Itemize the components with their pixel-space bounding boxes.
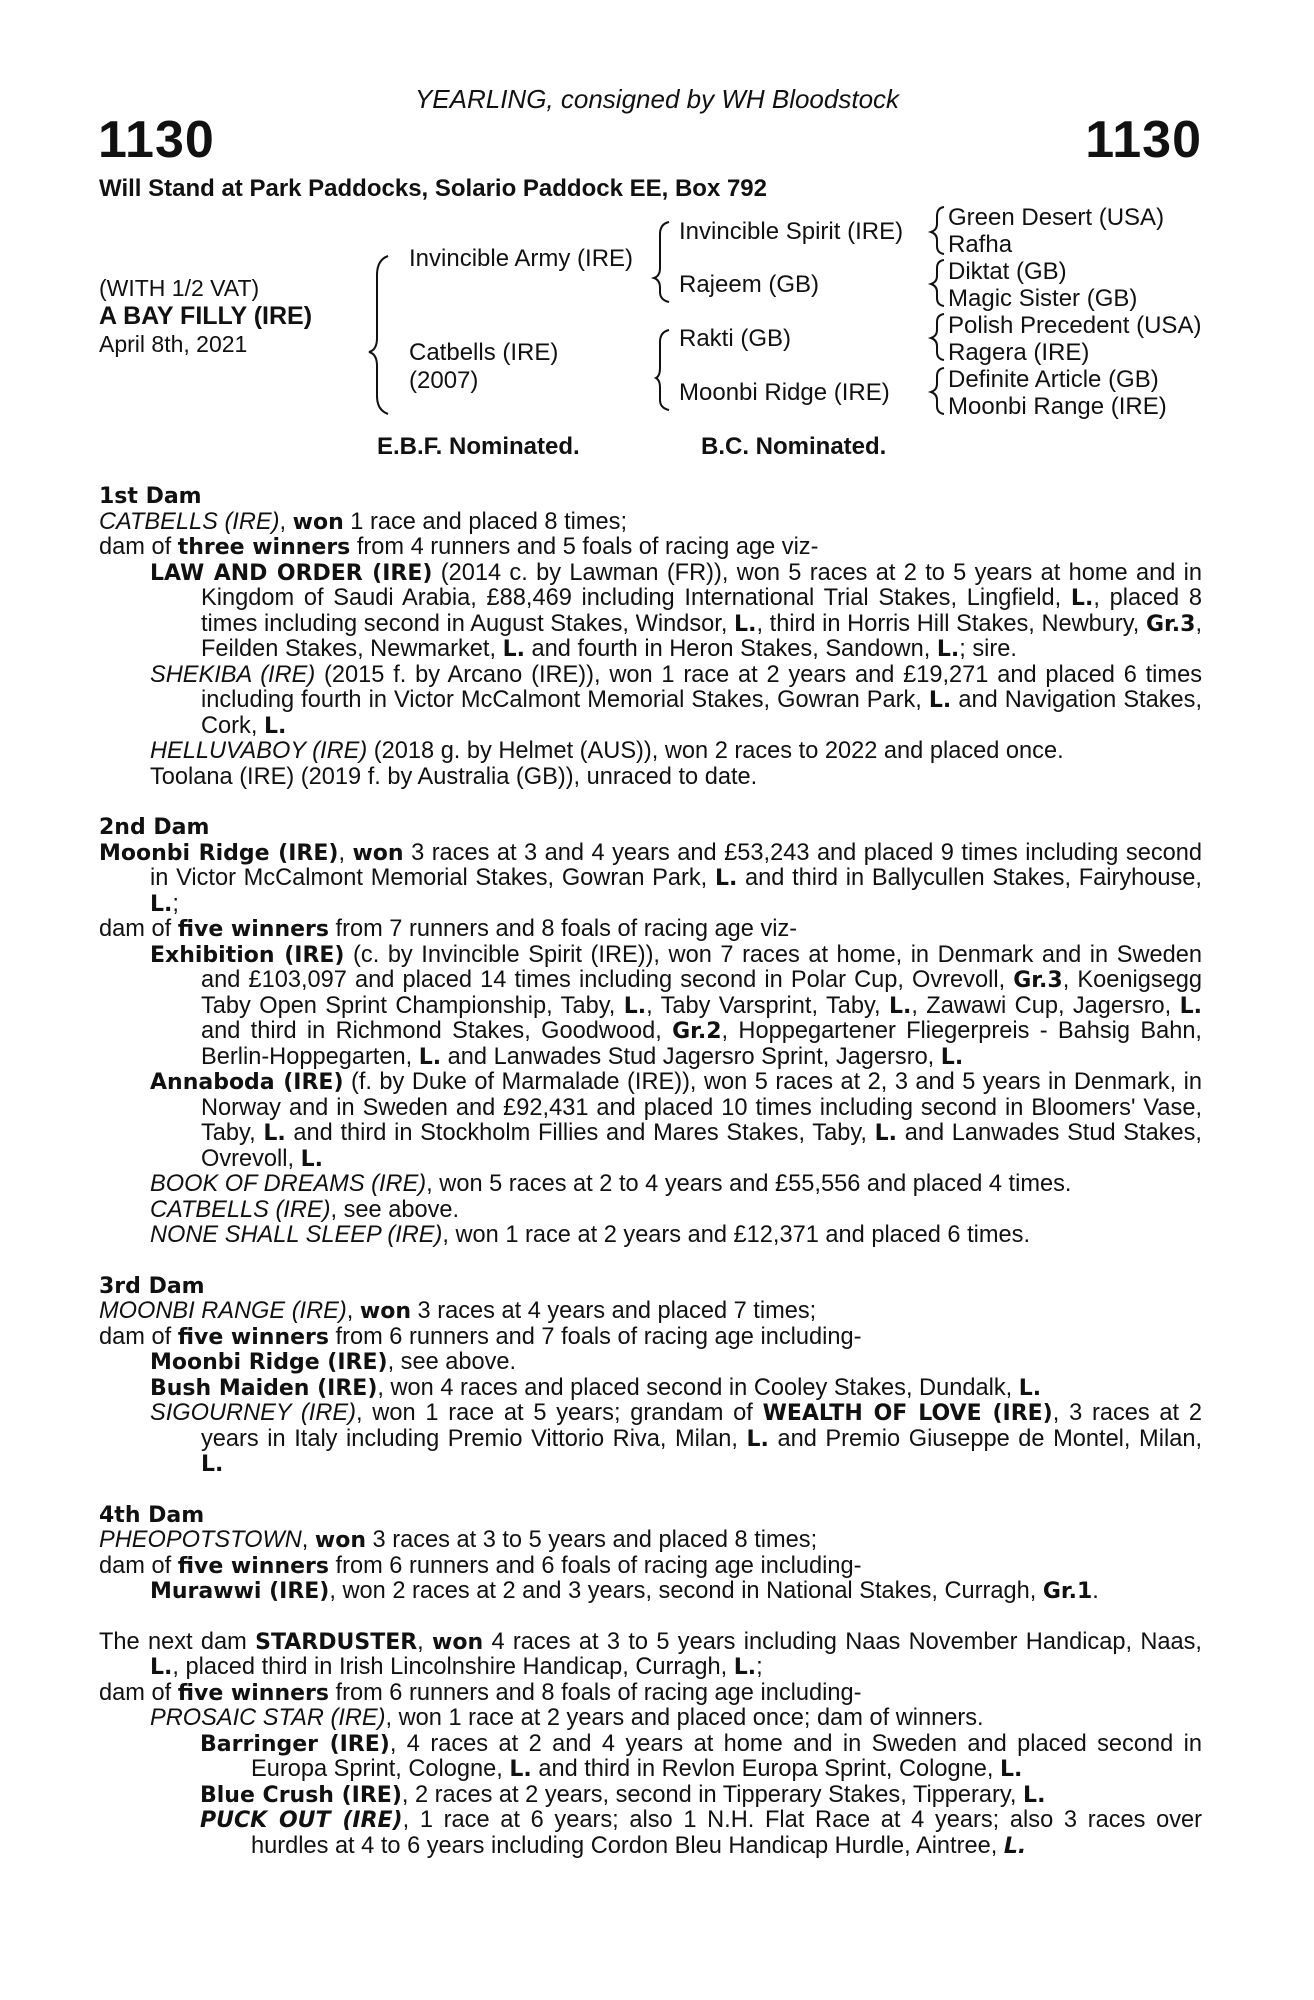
horse-name: A BAY FILLY (IRE) [99,302,313,330]
brace-dd [931,368,944,414]
first-dam-foal-3: HELLUVABOY (IRE) (2018 g. by Helmet (AUS)), won 2 races to 2022 and placed once. [150,738,1064,764]
third-dam-foal-2: Bush Maiden (IRE), won 4 races and placed second in Cooley Stakes, Dundalk, L. [150,1374,1042,1401]
brace-ss [931,207,944,254]
second-dam-heading: 2nd Dam [99,815,210,840]
first-dam-produce-summary: dam of three winners from 4 runners and 5 foals of racing age viz- [99,534,819,560]
second-dam-foal-5: NONE SHALL SLEEP (IRE), won 1 race at 2 years and £12,371 and placed 6 times. [150,1222,1031,1248]
fourth-dam-record: PHEOPOTSTOWN, won 3 races at 3 to 5 years and placed 8 times; [99,1527,818,1553]
pedigree-dam-year: (2007) [409,367,479,394]
pedigree-dam: Catbells (IRE) [409,339,559,366]
pedigree-ddd: Moonbi Range (IRE) [948,393,1167,420]
pedigree-sdd: Magic Sister (GB) [948,285,1138,312]
pedigree-dss: Polish Precedent (USA) [948,312,1202,339]
pedigree-sire: Invincible Army (IRE) [409,245,634,272]
pedigree-dsd: Ragera (IRE) [948,339,1090,366]
third-dam-foal-3: SIGOURNEY (IRE), won 1 race at 5 years; grandam of WEALTH OF LOVE (IRE), 3 races at 2 years in Italy including Premio Vittorio Riva, Milan, L. and Premio Giuseppe de Montel, Milan, L. [150,1400,1202,1477]
pedigree-sire-sire: Invincible Spirit (IRE) [679,218,904,245]
first-dam-foal-1: LAW AND ORDER (IRE) (2014 c. by Lawman (FR)), won 5 races at 2 to 5 years at home and in Kingdom of Saudi Arabia, £88,469 including International Trial Stakes, Lingfield, L., placed 8 times including second in August Stakes, Windsor, L., third in Horris Hill Stakes, Newbury, Gr.3, Feilden Stakes, Newmarket, L. and fourth in Heron Stakes, Sandown, L.; sire. [150,559,1203,662]
next-dam-grandfoal-2: Blue Crush (IRE), 2 races at 2 years, second in Tipperary Stakes, Tipperary, L. [200,1781,1046,1808]
pedigree-sire-dam: Rajeem (GB) [679,271,820,298]
next-dam-produce-summary: dam of five winners from 6 runners and 8 foals of racing age including- [99,1679,862,1706]
ebf-nominated: E.B.F. Nominated. [377,433,580,460]
lot-number-right: 1130 [1085,111,1202,169]
fourth-dam-produce-summary: dam of five winners from 6 runners and 6 foals of racing age including- [99,1552,862,1579]
pedigree-sds: Diktat (GB) [948,258,1067,285]
second-dam-produce-summary: dam of five winners from 7 runners and 8 foals of racing age viz- [99,916,798,942]
brace-ds [931,314,944,360]
first-dam-heading: 1st Dam [99,484,202,509]
brace-dam [656,330,669,410]
next-dam-grandfoal-1: Barringer (IRE), 4 races at 2 and 4 years at home and in Sweden and placed second in Europa Sprint, Cologne, L. and third in Revlon Europa Sprint, Cologne, L. [200,1730,1202,1782]
brace-sd [931,260,944,306]
first-dam-foal-4: Toolana (IRE) (2019 f. by Australia (GB)), unraced to date. [150,763,758,790]
next-dam-foal-1: PROSAIC STAR (IRE), won 1 race at 2 years and placed once; dam of winners. [150,1705,984,1731]
second-dam-record: Moonbi Ridge (IRE), won 3 races at 3 and 4 years and £53,243 and placed 9 times including second in Victor McCalmont Memorial Stakes, Gowran Park, L. and third in Ballycullen Stakes, Fairyhouse, L.; [99,839,1202,917]
pedigree-dds: Definite Article (GB) [948,366,1159,393]
pedigree-dam-dam: Moonbi Ridge (IRE) [679,379,890,406]
brace-main [369,256,388,414]
second-dam-foal-3: BOOK OF DREAMS (IRE), won 5 races at 2 to 4 years and £55,556 and placed 4 times. [150,1171,1072,1197]
third-dam-record: MOONBI RANGE (IRE), won 3 races at 4 years and placed 7 times; [99,1298,817,1324]
second-dam-foal-1: Exhibition (IRE) (c. by Invincible Spirit (IRE)), won 7 races at home, in Denmark and in Sweden and £103,097 and placed 14 times including second in Polar Cup, Ovrevoll, Gr.3, Koenigsegg Taby Open Sprint Championship, Taby, L., Taby Varsprint, Taby, L., Zawawi Cup, Jagersro, L. and third in Richmond Stakes, Goodwood, Gr.2, Hoppegartener Fliegerpreis - Bahsig Bahn, Berlin-Hoppegarten, L. and Lanwades Stud Jagersro Sprint, Jagersro, L. [150,941,1202,1070]
first-dam-foal-2: SHEKIBA (IRE) (2015 f. by Arcano (IRE)), won 1 race at 2 years and £19,271 and placed 6 times including fourth in Victor McCalmont Memorial Stakes, Gowran Park, L. and Navigation Stakes, Cork, L. [150,661,1202,739]
third-dam-heading: 3rd Dam [99,1273,205,1299]
horse-dob: April 8th, 2021 [99,331,248,357]
next-dam-record: The next dam STARDUSTER, won 4 races at 3 to 5 years including Naas November Handicap, Naas, L., placed third in Irish Lincolnshire Handicap, Curragh, L.; [99,1628,1202,1680]
bc-nominated: B.C. Nominated. [701,433,887,460]
second-dam-foal-4: CATBELLS (IRE), see above. [150,1196,460,1223]
pedigree-dam-sire: Rakti (GB) [679,325,792,352]
second-dam-foal-2: Annaboda (IRE) (f. by Duke of Marmalade (IRE)), won 5 races at 2, 3 and 5 years in Denmark, in Norway and in Sweden and £92,431 and placed 10 times including second in Bloomers' Vase, Taby, L. and third in Stockholm Fillies and Mares Stakes, Taby, L. and Lanwades Stud Stakes, Ovrevoll, L. [150,1069,1202,1172]
lot-number-left: 1130 [98,111,215,169]
stand-location: Will Stand at Park Paddocks, Solario Paddock EE, Box 792 [99,175,768,202]
fourth-dam-heading: 4th Dam [99,1502,205,1528]
vat-note: (WITH 1/2 VAT) [99,275,260,301]
first-dam-record: CATBELLS (IRE), won 1 race and placed 8 times; [99,508,628,535]
next-dam-grandfoal-3: PUCK OUT (IRE), 1 race at 6 years; also 1 N.H. Flat Race at 4 years; also 3 races over hurdles at 4 to 6 years including Cordon Bleu Handicap Hurdle, Aintree, L. [200,1807,1202,1859]
third-dam-foal-1: Moonbi Ridge (IRE), see above. [150,1349,517,1375]
produce-record [99,484,1202,1859]
catalogue-subtitle: YEARLING, consigned by WH Bloodstock [414,84,900,114]
pedigree-ssd: Rafha [948,231,1013,258]
third-dam-produce-summary: dam of five winners from 6 runners and 7 foals of racing age including- [99,1323,862,1350]
pedigree-sss: Green Desert (USA) [948,204,1165,231]
fourth-dam-foal-1: Murawwi (IRE), won 2 races at 2 and 3 years, second in National Stakes, Curragh, Gr.1. [150,1578,1099,1604]
brace-sire [654,222,669,302]
